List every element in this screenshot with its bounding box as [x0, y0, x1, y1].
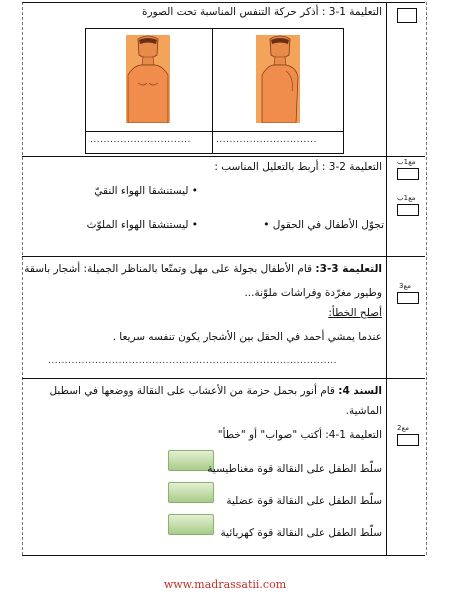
fix-error-label: أصلح الخطأ: [328, 307, 382, 319]
instruction-1-3: التعليمة 1-3 : أذكر حركة التنفس المناسبة تحت الصورة [142, 6, 382, 18]
score-box [397, 8, 417, 23]
error-sentence: عندما يمشي أحمد في الحقل بين الأشجار يكون تنفسه سريعا . [112, 331, 382, 343]
instruction-text: قام الأطفال بجولة على مهل وتمتّعا بالمناظر الجميلة: أشجار باسقة [24, 263, 316, 275]
section-divider [22, 256, 425, 257]
option-polluted-air[interactable]: • ليستنشقا الهواء الملوّث [86, 219, 198, 231]
top-border [22, 2, 425, 3]
instruction-4-1: التعليمة 1-4: أكتب "صواب" أو "خطأ" [217, 429, 382, 441]
man-exhale-image [126, 35, 170, 123]
instruction-3-3 [24, 262, 382, 276]
score-label: مع1ب [397, 158, 416, 166]
score-label: مع1ب [397, 194, 416, 202]
option-clean-air[interactable]: • ليستنشقا الهواء النقيّ [94, 185, 198, 197]
match-item-left[interactable]: تجوّل الأطفال في الحقول • [263, 219, 384, 231]
instruction-3-3-line2: وطيور مغرّدة وفراشات ملوّنة... [244, 287, 382, 299]
section-divider [22, 378, 425, 379]
answer-line-right[interactable]: .............................. [216, 135, 317, 145]
score-box [397, 434, 419, 446]
section-divider [22, 156, 425, 157]
instruction-2-3: التعليمة 2-3 : أربط بالتعليل المناسب : [214, 161, 382, 173]
answer-box-3[interactable] [168, 514, 214, 535]
statement-2: سلّط الطفل على النقالة قوة عضلية [226, 495, 382, 507]
document-text: قام أنور بحمل حزمة من الأعشاب على النقالة ووضعها في اسطبل [49, 385, 339, 397]
man-inhale-image [256, 35, 300, 123]
score-box [397, 292, 419, 304]
score-box [397, 204, 419, 216]
bottom-border [22, 555, 425, 556]
answer-line-left[interactable]: .............................. [90, 135, 191, 145]
statement-3: سلّط الطفل على النقالة قوة كهربائية [220, 527, 382, 539]
score-column-divider [386, 2, 387, 555]
instruction-label: التعليمة 3-3: [315, 263, 382, 275]
statement-1: سلّط الطفل على النقالة قوة مغناطيسية [207, 463, 382, 475]
answer-line[interactable]: ...................................................................................... [48, 356, 338, 366]
document-4-line2: الماشية. [345, 405, 382, 417]
footer-website[interactable]: www.madrassatii.com [163, 578, 287, 591]
score-label: 3مع [399, 282, 411, 290]
document-4 [49, 384, 382, 398]
document-label: السند 4: [338, 385, 382, 397]
score-label: 2مع [397, 424, 409, 432]
score-box [397, 168, 419, 180]
images-table [85, 28, 344, 154]
answer-box-2[interactable] [168, 482, 214, 503]
